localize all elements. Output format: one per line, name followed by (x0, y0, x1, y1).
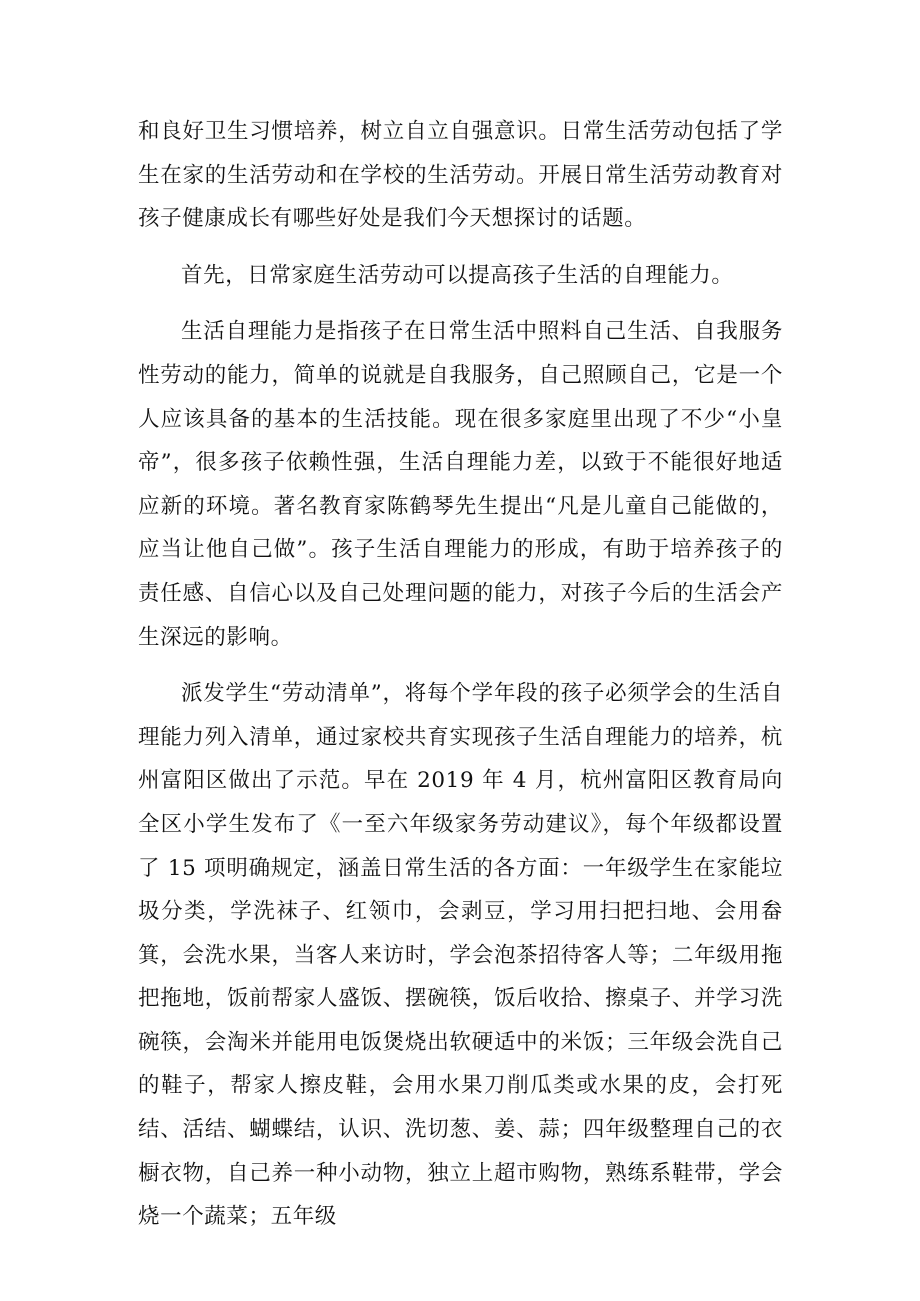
paragraph-intro-continuation: 和良好卫生习惯培养，树立自立自强意识。日常生活劳动包括了学生在家的生活劳动和在学校的生活劳动。开展日常生活劳动教育对孩子健康成长有哪些好处是我们今天想探讨的话题。 (138, 119, 783, 232)
paragraph-labor-checklist: 派发学生“劳动清单”，将每个学年段的孩子必须学会的生活自理能力列入清单，通过家校共育实现孩子生活自理能力的培养，杭州富阳区做出了示范。早在 2019 年 4 月，杭州富阳区教育局向全区小学生发布了《一至六年级家务劳动建议》，每个年级都设置了 15 项明确规定，涵盖日常生活的各方面：一年级学生在家能垃圾分类，学洗袜子、红领巾，会剥豆，学习用扫把扫地、会用畚箕，会洗水果，当客人来访时，学会泡茶招待客人等；二年级用拖把拖地，饭前帮家人盛饭、摆碗筷，饭后收拾、擦桌子、并学习洗碗筷，会淘米并能用电饭煲烧出软硬适中的米饭；三年级会洗自己的鞋子，帮家人擦皮鞋，会用水果刀削瓜类或水果的皮，会打死结、活结、蝴蝶结，认识、洗切葱、姜、蒜；四年级整理自己的衣橱衣物，自己养一种小动物，独立上超市购物，熟练系鞋带，学会烧一个蔬菜；五年级 (138, 681, 783, 1230)
paragraph-first-point: 首先，日常家庭生活劳动可以提高孩子生活的自理能力。 (181, 262, 734, 288)
paragraph-self-care-definition: 生活自理能力是指孩子在日常生活中照料自己生活、自我服务性劳动的能力，简单的说就是自我服务，自己照顾自己，它是一个人应该具备的基本的生活技能。现在很多家庭里出现了不少“小皇帝”，很多孩子依赖性强，生活自理能力差，以致于不能很好地适应新的环境。著名教育家陈鹤琴先生提出“凡是儿童自己能做的，应当让他自己做”。孩子生活自理能力的形成，有助于培养孩子的责任感、自信心以及自己处理问题的能力，对孩子今后的生活会产生深远的影响。 (138, 319, 783, 650)
document-body (138, 110, 783, 1252)
